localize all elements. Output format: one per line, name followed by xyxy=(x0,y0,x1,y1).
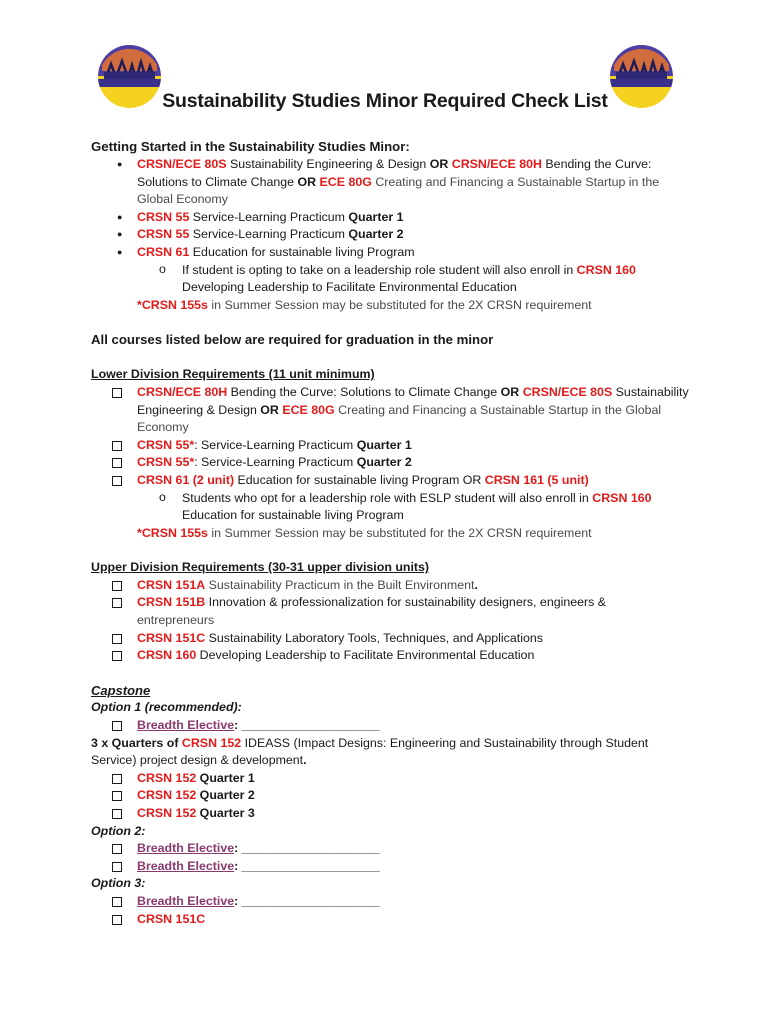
getting-started-heading: Getting Started in the Sustainability Studies Minor: xyxy=(91,139,410,154)
course-title: Solutions to Climate Change xyxy=(137,174,298,189)
checklist-item-continuation xyxy=(91,402,691,420)
checkbox-icon[interactable] xyxy=(112,844,122,854)
quarter-label: Quarter 2 xyxy=(348,227,404,242)
course-title: Creating and Financing a Sustainable Startup in the Global xyxy=(334,402,662,417)
page-title: Sustainability Studies Minor Required Check List xyxy=(162,90,608,112)
course-title: Bending the Curve: Solutions to Climate Change xyxy=(227,384,501,399)
course-code: CRSN 55* xyxy=(137,437,195,452)
checklist-item[interactable] xyxy=(91,840,691,858)
checkbox-icon[interactable] xyxy=(112,774,122,784)
checkbox-icon[interactable] xyxy=(112,634,122,644)
or-text: OR xyxy=(297,174,317,189)
list-item xyxy=(91,244,691,262)
checklist-item[interactable] xyxy=(91,472,691,490)
bullet-icon: ● xyxy=(117,211,123,222)
checklist-item[interactable] xyxy=(91,577,691,595)
checkbox-icon[interactable] xyxy=(112,388,122,398)
blank-line: : ____________________ xyxy=(234,841,380,856)
quarter-label: Quarter 1 xyxy=(196,770,255,785)
or-text: OR xyxy=(429,157,449,171)
checkbox-icon[interactable] xyxy=(112,581,122,591)
course-title: Developing Leadership to Facilitate Environmental Education xyxy=(196,648,535,663)
checkbox-icon[interactable] xyxy=(112,598,122,608)
list-item-continuation xyxy=(91,174,691,192)
course-code: CRSN 151B xyxy=(137,595,206,610)
bullet-icon: ● xyxy=(117,159,123,169)
sub-item-text: If student is opting to take on a leadership role student will also enroll in xyxy=(182,262,577,277)
list-item-continuation: Global Economy xyxy=(137,192,228,207)
checklist-item[interactable] xyxy=(91,437,691,455)
course-code: CRSN 151A xyxy=(137,577,206,592)
option-3-label: Option 3: xyxy=(91,876,146,891)
breadth-elective-link[interactable]: Breadth Elective xyxy=(137,858,235,873)
breadth-elective-link[interactable]: Breadth Elective xyxy=(137,841,235,856)
course-title: Service-Learning Practicum xyxy=(189,209,349,224)
course-code: CRSN 152 xyxy=(137,770,197,785)
course-code: CRSN 55 xyxy=(137,209,190,224)
course-code: CRSN 160 xyxy=(137,648,197,663)
course-code: CRSN 151C xyxy=(137,630,206,645)
checklist-item[interactable] xyxy=(91,594,691,612)
checklist-item-continuation: Economy xyxy=(137,420,189,435)
note-text: in Summer Session may be substituted for the 2X CRSN requirement xyxy=(207,525,592,540)
list-item xyxy=(91,209,691,227)
all-required-heading: All courses listed below are required for graduation in the minor xyxy=(91,332,494,348)
upper-division-heading: Upper Division Requirements (30-31 upper division units) xyxy=(91,560,430,575)
course-code: *CRSN 155s xyxy=(137,525,208,540)
or-text: OR xyxy=(500,384,520,399)
course-title: Sustainability Engineering & Design xyxy=(226,157,430,171)
checklist-item[interactable] xyxy=(91,647,691,665)
course-title: Service) project design & development xyxy=(91,753,304,768)
checklist-item[interactable] xyxy=(91,893,691,911)
course-code: ECE 80G xyxy=(278,402,335,417)
sub-list-item xyxy=(91,490,691,508)
checkbox-icon[interactable] xyxy=(112,721,122,731)
course-code: CRSN 152 xyxy=(137,788,197,803)
course-title: Bending the Curve: xyxy=(541,157,652,171)
checklist-item[interactable] xyxy=(91,787,691,805)
quarter-label: Quarter 2 xyxy=(356,455,412,470)
quarters-description-continuation xyxy=(91,752,691,770)
course-code: CRSN 151C xyxy=(137,911,206,926)
quarter-label: Quarter 2 xyxy=(196,788,255,803)
checklist-item[interactable] xyxy=(91,858,691,876)
checklist-item[interactable] xyxy=(91,770,691,788)
period-text: . xyxy=(303,753,307,768)
checklist-item[interactable] xyxy=(91,717,691,735)
note-text: in Summer Session may be substituted for the 2X CRSN requirement xyxy=(207,297,592,312)
course-code: CRSN 160 xyxy=(592,490,652,505)
checkbox-icon[interactable] xyxy=(112,458,122,468)
course-title: : Service-Learning Practicum xyxy=(194,437,357,452)
list-item xyxy=(91,226,691,244)
blank-line: : ____________________ xyxy=(234,858,380,873)
course-title: Education for sustainable living Program xyxy=(189,244,415,259)
circle-bullet-icon: o xyxy=(159,489,166,504)
course-title: Sustainability xyxy=(612,384,689,399)
sub-list-item-continuation: Education for sustainable living Program xyxy=(182,508,404,523)
course-code: CRSN 152 xyxy=(137,806,197,820)
checklist-item[interactable] xyxy=(91,630,691,648)
breadth-elective-link[interactable]: Breadth Elective xyxy=(137,718,235,733)
course-code: *CRSN 155s xyxy=(137,297,208,312)
bullet-icon: ● xyxy=(117,229,123,240)
bullet-icon: ● xyxy=(117,246,123,257)
course-title: IDEASS (Impact Designs: Engineering and Sustainability through Student xyxy=(241,735,649,750)
blank-line: : ____________________ xyxy=(234,718,380,733)
list-item xyxy=(91,156,691,174)
substitution-note xyxy=(91,297,691,315)
circle-bullet-icon: o xyxy=(159,261,166,276)
sub-item-text: Students who opt for a leadership role with ESLP student will also enroll in xyxy=(182,490,593,505)
checkbox-icon[interactable] xyxy=(112,915,122,925)
course-title: Service-Learning Practicum xyxy=(189,227,349,242)
course-title: Sustainability Laboratory Tools, Techniques, and Applications xyxy=(205,630,543,645)
lower-division-heading: Lower Division Requirements (11 unit minimum) xyxy=(91,367,375,382)
course-code: ECE 80G xyxy=(316,174,372,189)
quarter-label: Quarter 3 xyxy=(196,806,255,820)
course-code: CRSN 61 xyxy=(137,244,190,259)
breadth-elective-link[interactable]: Breadth Elective xyxy=(137,893,235,908)
quarters-description xyxy=(91,735,691,753)
checkbox-icon[interactable] xyxy=(112,476,122,486)
course-title: Sustainability Practicum in the Built Environment xyxy=(205,577,475,592)
course-code: CRSN/ECE 80S xyxy=(519,384,613,399)
blank-line: : ____________________ xyxy=(234,893,380,908)
course-code: CRSN/ECE 80S xyxy=(137,157,227,171)
course-title: : Service-Learning Practicum xyxy=(194,455,357,470)
checklist-item[interactable] xyxy=(91,454,691,472)
course-code: CRSN/ECE 80H xyxy=(137,384,228,399)
course-code: CRSN 152 xyxy=(181,735,242,750)
course-code: CRSN 55 xyxy=(137,227,190,242)
checkbox-icon[interactable] xyxy=(112,791,122,801)
checkbox-icon[interactable] xyxy=(112,651,122,661)
quarter-label: Quarter 1 xyxy=(356,437,412,452)
sub-list-item xyxy=(91,262,691,280)
course-title: Engineering & Design xyxy=(137,402,261,417)
course-code: CRSN 160 xyxy=(576,262,636,277)
capstone-heading: Capstone xyxy=(91,682,151,698)
quarters-label: 3 x Quarters of xyxy=(91,735,182,750)
checkbox-icon[interactable] xyxy=(112,897,122,907)
option-2-label: Option 2: xyxy=(91,823,146,838)
checklist-item[interactable] xyxy=(91,805,691,823)
checklist-item[interactable] xyxy=(91,911,691,929)
course-title: Education for sustainable living Program OR xyxy=(234,472,485,487)
course-code: CRSN 61 (2 unit) xyxy=(137,472,235,487)
checkbox-icon[interactable] xyxy=(112,441,122,451)
or-text: OR xyxy=(260,402,279,417)
course-code: CRSN/ECE 80H xyxy=(448,157,542,171)
substitution-note xyxy=(91,525,691,543)
period-text: . xyxy=(474,577,478,592)
course-title: Innovation & professionalization for sustainability designers, engineers & xyxy=(205,595,607,610)
checklist-item[interactable] xyxy=(91,384,691,402)
checklist-content xyxy=(91,138,691,928)
quarter-label: Quarter 1 xyxy=(348,209,404,224)
course-title: Creating and Financing a Sustainable Startup in the xyxy=(371,174,660,189)
option-1-label: Option 1 (recommended): xyxy=(91,700,242,715)
checkbox-icon[interactable] xyxy=(112,862,122,872)
sub-list-item-continuation: Developing Leadership to Facilitate Environmental Education xyxy=(182,280,517,295)
course-code: CRSN 55* xyxy=(137,455,195,470)
checklist-item-continuation: entrepreneurs xyxy=(137,613,215,628)
course-code: CRSN 161 (5 unit) xyxy=(484,472,589,487)
checkbox-icon[interactable] xyxy=(112,809,122,819)
